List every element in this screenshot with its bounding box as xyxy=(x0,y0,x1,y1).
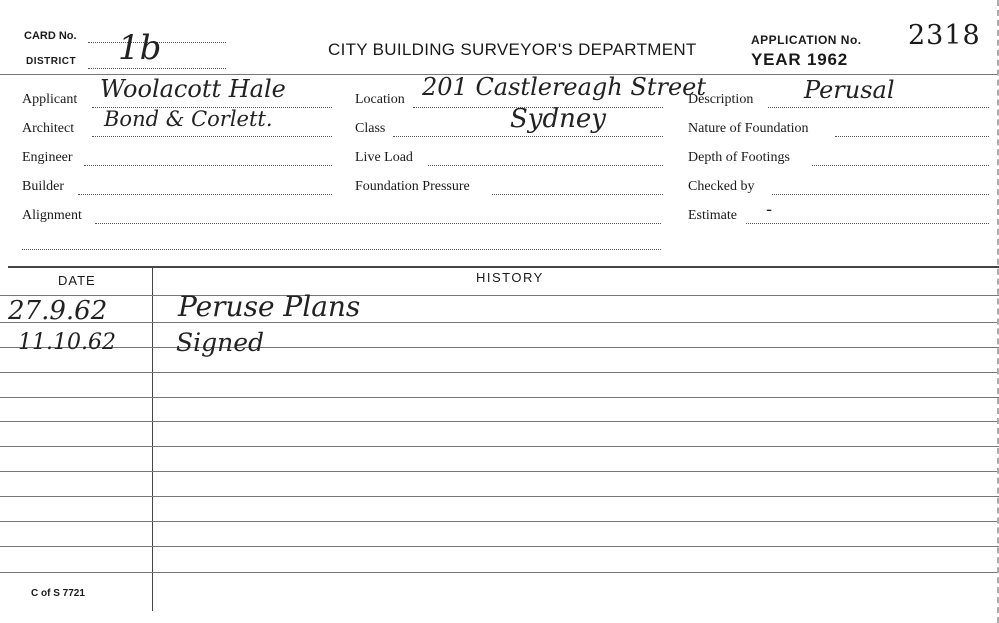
department-title: CITY BUILDING SURVEYOR'S DEPARTMENT xyxy=(328,40,697,59)
architect-value: Bond & Corlett. xyxy=(104,107,273,131)
district-label: DISTRICT xyxy=(26,56,77,67)
history-row-date: 27.9.62 xyxy=(8,296,108,326)
engineer-label: Engineer xyxy=(22,150,73,165)
nature-of-foundation-label: Nature of Foundation xyxy=(688,121,809,136)
form-code: C of S 7721 xyxy=(31,588,85,599)
district-value: 1b xyxy=(118,28,162,68)
description-value: Perusal xyxy=(804,76,895,104)
history-row-date: 11.10.62 xyxy=(18,330,116,355)
builder-label: Builder xyxy=(22,179,64,194)
location-label: Location xyxy=(355,92,405,107)
history-row-text: Signed xyxy=(176,328,265,357)
application-no-label: APPLICATION No. xyxy=(751,33,862,47)
class-label: Class xyxy=(355,121,386,136)
class-value: Sydney xyxy=(510,104,606,134)
description-label: Description xyxy=(688,92,754,107)
card-no-label: CARD No. xyxy=(24,30,77,42)
depth-of-footings-label: Depth of Footings xyxy=(688,150,790,165)
checked-by-label: Checked by xyxy=(688,179,755,194)
live-load-label: Live Load xyxy=(355,150,413,165)
card-edge xyxy=(992,0,999,623)
applicant-value: Woolacott Hale xyxy=(100,75,286,103)
alignment-label: Alignment xyxy=(22,208,82,223)
foundation-pressure-label: Foundation Pressure xyxy=(355,179,470,194)
location-value: 201 Castlereagh Street xyxy=(422,73,706,101)
application-no-value: 2318 xyxy=(908,20,981,51)
year-label: YEAR 1962 xyxy=(751,50,848,69)
estimate-value: - xyxy=(766,199,773,220)
history-row-text: Peruse Plans xyxy=(178,290,361,323)
date-header: DATE xyxy=(58,273,96,288)
estimate-label: Estimate xyxy=(688,208,737,223)
applicant-label: Applicant xyxy=(22,92,78,107)
history-header: HISTORY xyxy=(476,270,544,285)
architect-label: Architect xyxy=(22,121,75,136)
